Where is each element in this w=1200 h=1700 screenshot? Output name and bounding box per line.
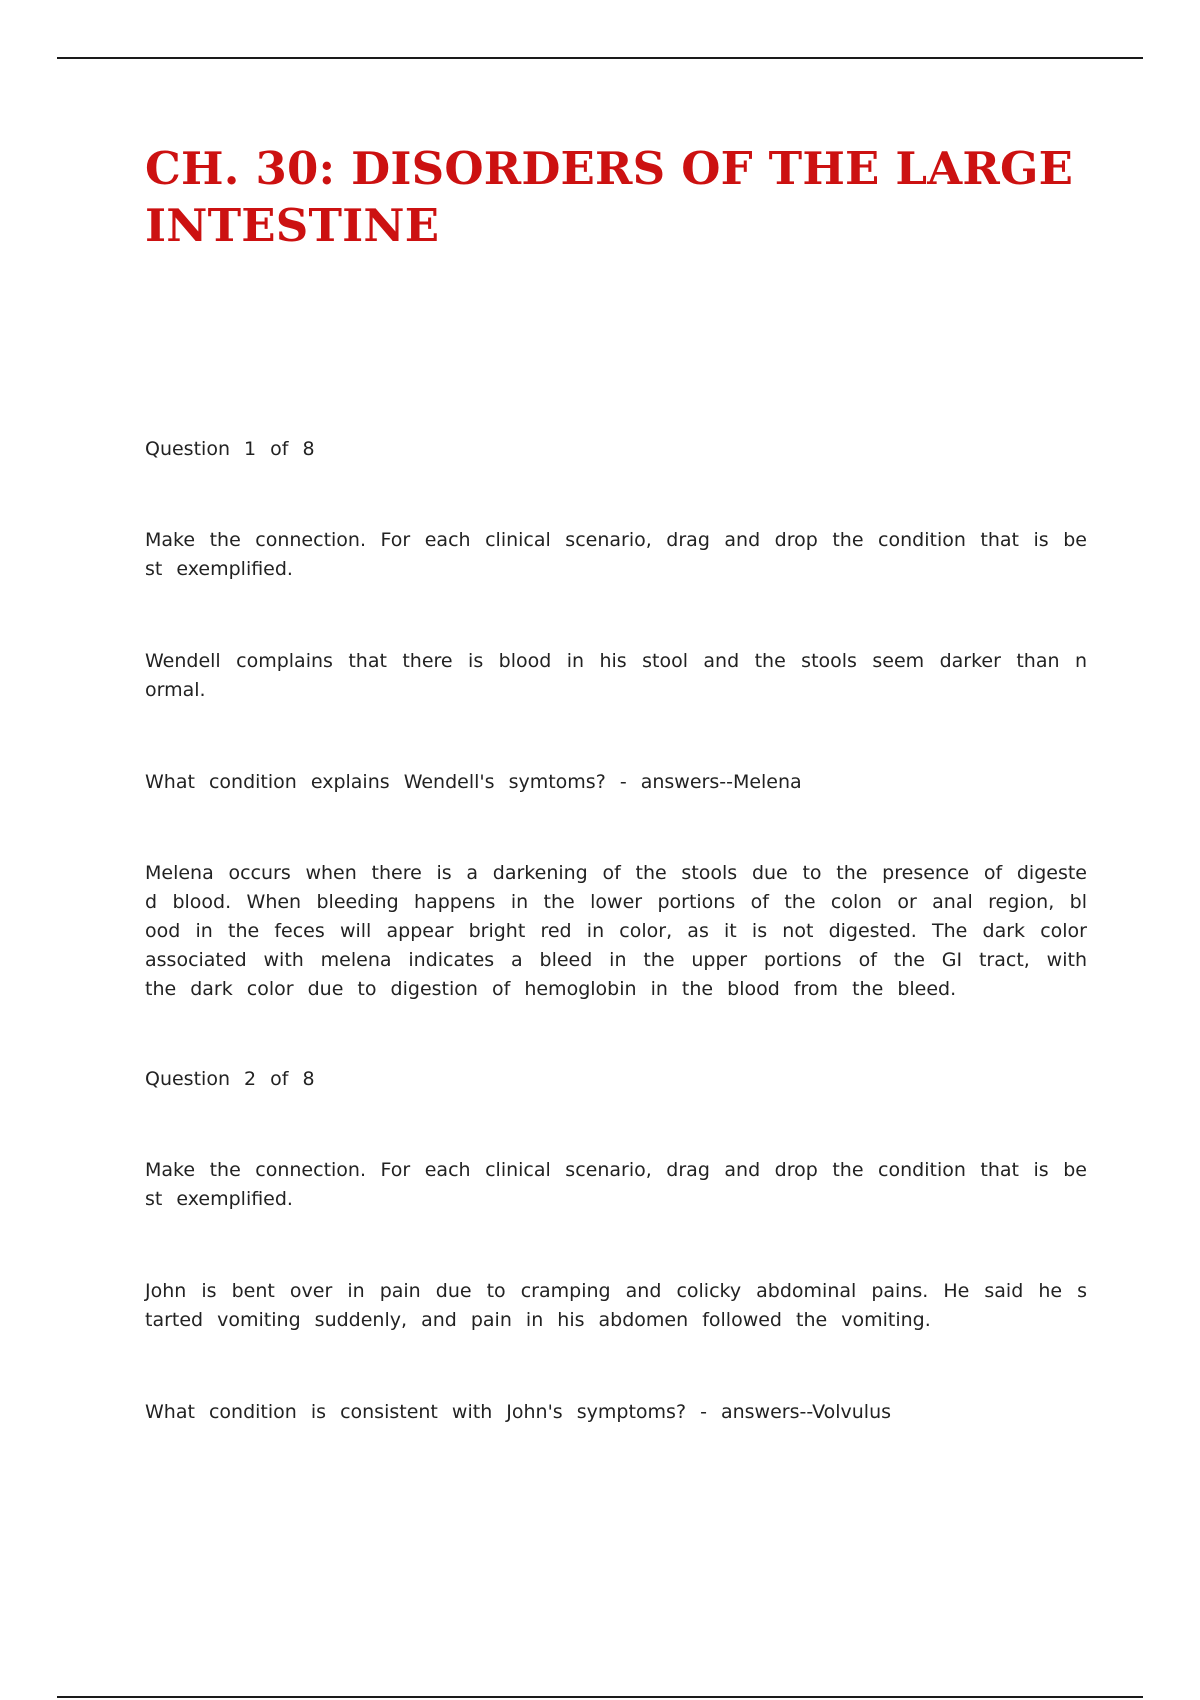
document-title: CH. 30: DISORDERS OF THE LARGE INTESTINE: [145, 142, 1074, 252]
document-body: [145, 140, 1087, 1423]
header-rule: [57, 57, 1143, 59]
question-1-scenario: Wendell complains that there is blood in his stool and the stools seem darker than n ormal.: [145, 650, 1087, 701]
question-1-prompt: Make the connection. For each clinical scenario, drag and drop the condition that is be st exemplified.: [145, 529, 1087, 580]
question-1-label: Question 1 of 8: [145, 438, 315, 460]
question-2-scenario: John is bent over in pain due to cramping and colicky abdominal pains. He said he s tarted vomiting suddenly, and pain in his abdomen followed the vomiting.: [145, 1280, 1087, 1331]
footer-rule: [57, 1696, 1143, 1698]
question-2-prompt: Make the connection. For each clinical scenario, drag and drop the condition that is be st exemplified.: [145, 1159, 1087, 1210]
question-2-answer: What condition is consistent with John's symptoms? - answers--Volvulus: [145, 1401, 892, 1423]
question-1-explanation: Melena occurs when there is a darkening of the stools due to the presence of digeste d blood. When bleeding happens in the lower portions of the colon or anal region, bl ood in the feces will appear bright red in color, as it is not digested. The dark color associated with melena indicates a bleed in the upper portions of the GI tract, with the dark color due to digestion of hemoglobin in the blood from the bleed.: [145, 862, 1087, 1000]
question-1-answer: What condition explains Wendell's symtoms? - answers--Melena: [145, 771, 802, 793]
question-2-label: Question 2 of 8: [145, 1068, 315, 1090]
